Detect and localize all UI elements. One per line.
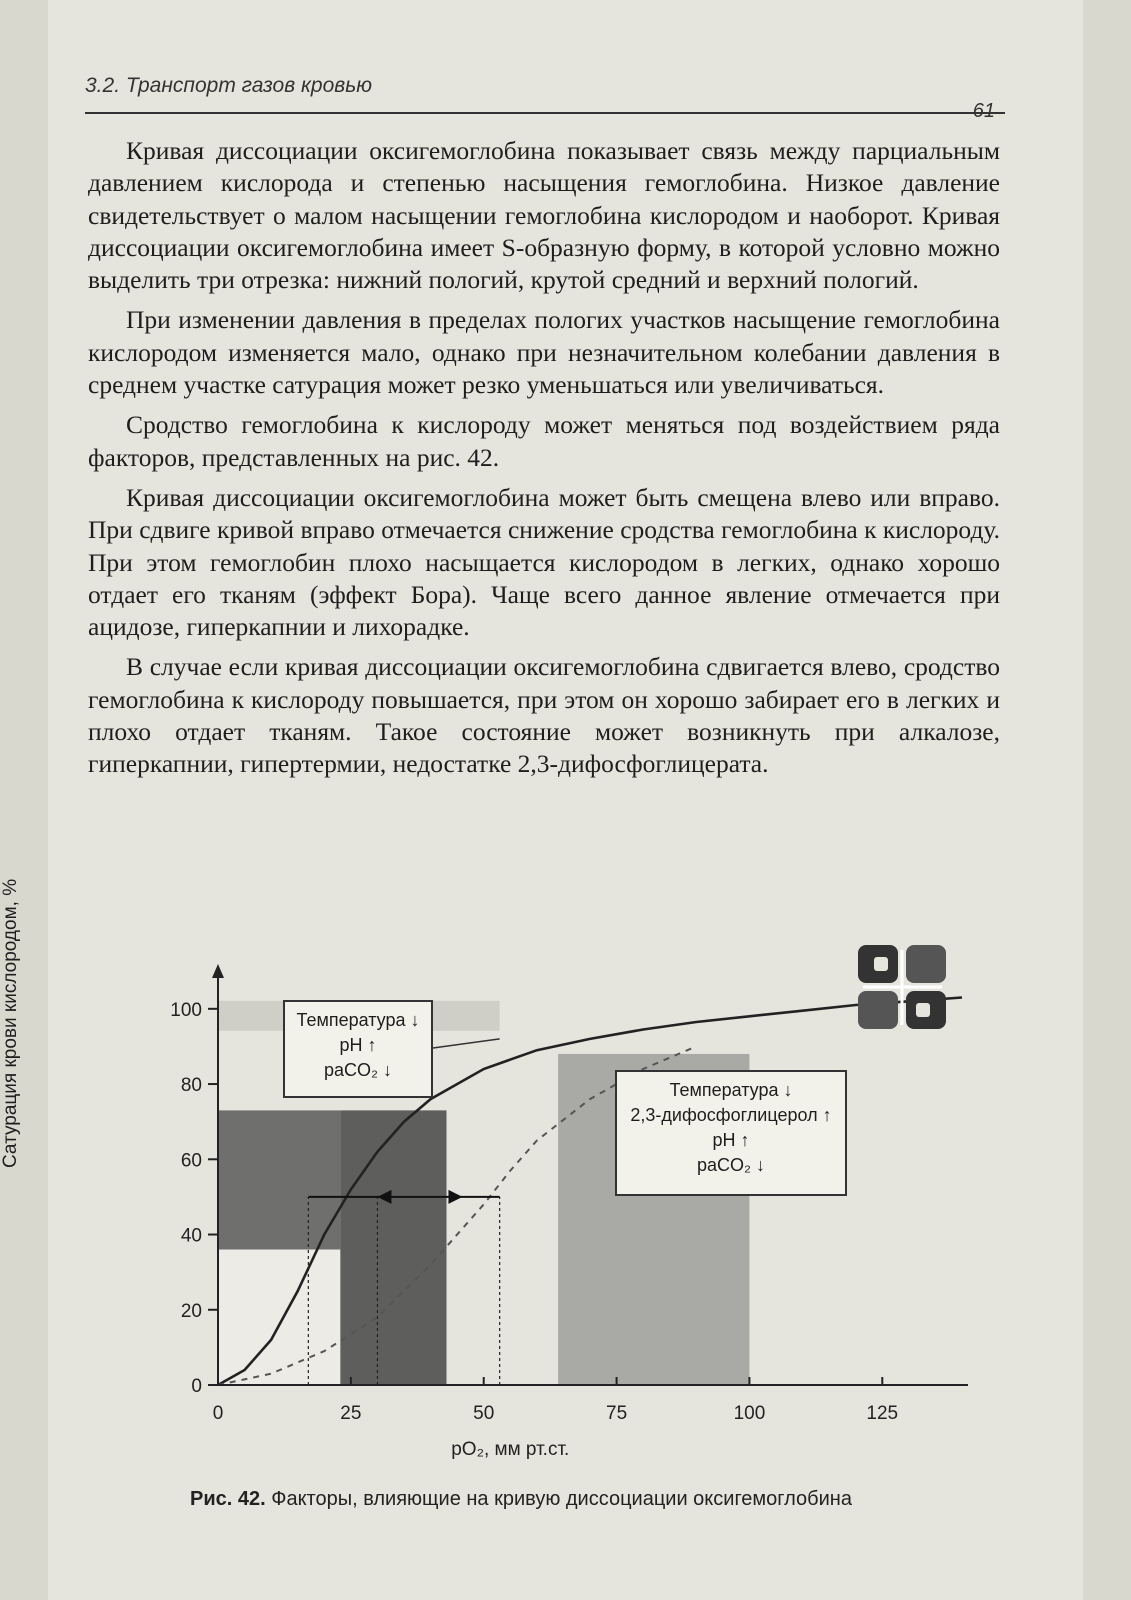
- y-axis-arrow-icon: [212, 964, 224, 978]
- shade-band: [218, 1110, 340, 1249]
- y-tick-label: 100: [170, 999, 202, 1021]
- callout-line: Температура ↓: [669, 1080, 793, 1100]
- x-tick-label: 100: [733, 1403, 766, 1424]
- y-tick-label: 60: [180, 1150, 202, 1172]
- callout-right-shift: [615, 1070, 847, 1196]
- callout-line: 2,3-дифосфоглицерол ↑: [630, 1105, 832, 1125]
- shade-band: [340, 1110, 446, 1385]
- page-number: 61: [972, 100, 995, 122]
- section-title: 3.2. Транспорт газов кровью: [85, 74, 373, 97]
- x-tick-label: 0: [212, 1403, 224, 1424]
- figure-caption: [190, 1488, 990, 1511]
- x-axis-label: pO₂, мм рт.ст.: [451, 1439, 570, 1460]
- callout-line: pH ↑: [712, 1130, 750, 1150]
- x-tick-label: 50: [473, 1403, 495, 1424]
- x-tick-label: 125: [866, 1403, 899, 1424]
- callout-left-shift: [283, 1000, 433, 1098]
- arrow-right-icon: [448, 1190, 462, 1204]
- hemoglobin-molecule-icon: [858, 945, 946, 1029]
- callout-line: paCO₂ ↓: [323, 1060, 392, 1080]
- y-tick-label: 0: [191, 1376, 202, 1397]
- y-tick-label: 80: [180, 1075, 202, 1097]
- paragraph: Кривая диссоциации оксигемоглобина показывает связь между парциальным давлением кислорода и степенью насыщения гемоглобина. Низкое давление свидетельствует о малом насыщении гемоглобина кислородом и наоборот. Кривая диссоциации оксигемоглобина имеет S-образную форму, в которой условно можно выделить три отрезка: нижний пологий, крутой средний и верхний пологий.: [88, 136, 1000, 295]
- callout-connector: [433, 1039, 500, 1048]
- paragraph: Сродство гемоглобина к кислороду может меняться под воздействием ряда факторов, представленных на рис. 42.: [88, 410, 1000, 472]
- caption-label: Рис. 42.: [190, 1488, 266, 1510]
- paragraph: В случае если кривая диссоциации оксигемоглобина сдвигается влево, сродство гемоглобина к кислороду повышается, при этом он хорошо забирает его в легких и плохо отдает тканям. Такое состояние может возникнуть при алкалозе, гиперкапнии, гипертермии, недостатке 2,3-дифосфоглицерата.: [88, 652, 1000, 779]
- shade-band: [218, 1250, 340, 1385]
- caption-text: Факторы, влияющие на кривую диссоциации оксигемоглобина: [271, 1488, 852, 1510]
- paragraph: Кривая диссоциации оксигемоглобина может быть смещена влево или вправо. При сдвиге кривой вправо отмечается снижение сродства гемоглобина к кислороду. При этом гемоглобин плохо насыщается кислородом в легких, однако хорошо отдает его тканям (эффект Бора). Чаще всего данное явление отмечается при ацидозе, гиперкапнии и лихорадке.: [88, 482, 1000, 642]
- paragraph: При изменении давления в пределах пологих участков насыщение гемоглобина кислородом изменяется мало, однако при незначительном колебании давления в среднем участке сатурация может резко уменьшаться или увеличиваться.: [88, 305, 1000, 400]
- x-tick-label: 75: [606, 1403, 628, 1424]
- y-tick-label: 40: [180, 1225, 202, 1247]
- callout-line: Температура ↓: [296, 1010, 420, 1030]
- callout-line: paCO₂ ↓: [696, 1155, 765, 1175]
- y-axis-label: Сатурация крови кислородом, %: [0, 878, 21, 1168]
- y-tick-label: 20: [180, 1300, 202, 1322]
- x-tick-label: 25: [340, 1403, 362, 1424]
- callout-line: pH ↑: [339, 1035, 377, 1055]
